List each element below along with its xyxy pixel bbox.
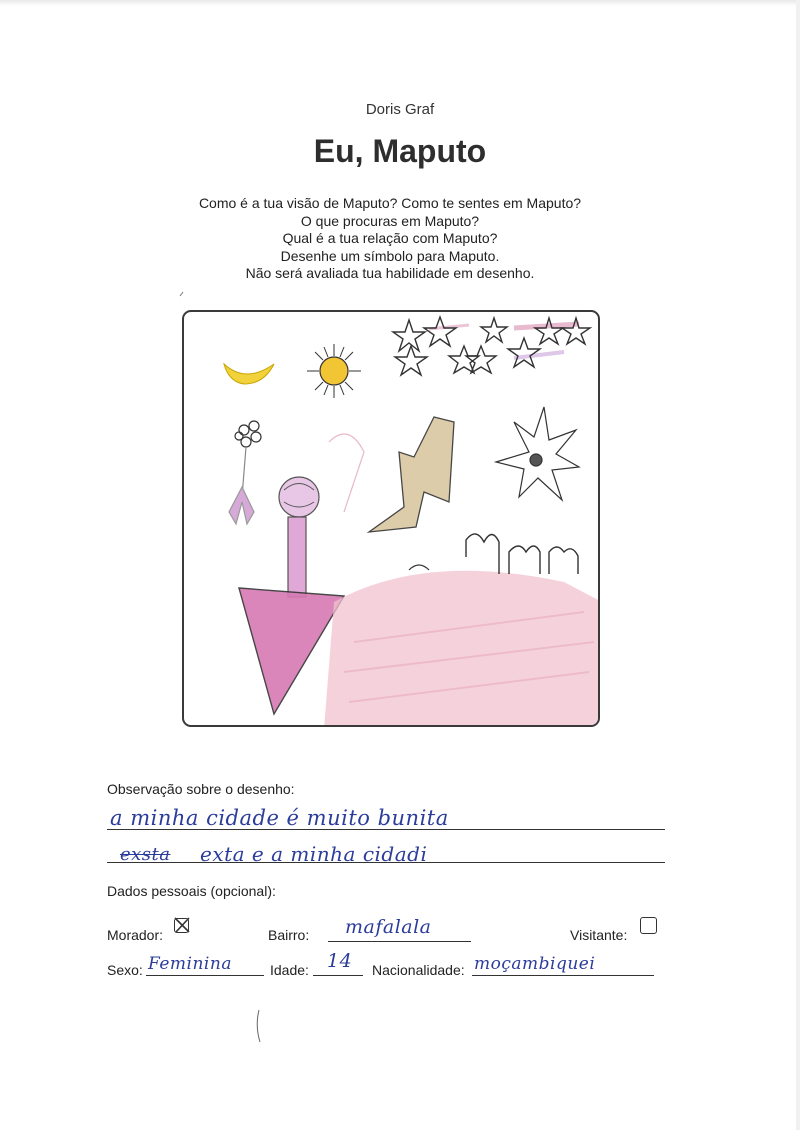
idade-label: Idade:	[270, 962, 309, 978]
star-icon	[535, 318, 563, 344]
child-drawing	[184, 312, 600, 727]
sexo-line	[146, 975, 264, 976]
observation-label: Observação sobre o desenho:	[107, 781, 295, 797]
page-title: Eu, Maputo	[313, 133, 487, 169]
observation-line-2: exta e a minha cidadi	[200, 842, 428, 866]
purple-flower	[279, 477, 319, 597]
star-icon	[466, 346, 496, 373]
bairro-label: Bairro:	[268, 927, 310, 943]
star-icon	[481, 318, 507, 342]
author-name: Doris Graf	[365, 101, 435, 118]
nacionalidade-line	[472, 975, 654, 976]
star-icon	[424, 317, 456, 346]
idade-value: 14	[327, 950, 353, 972]
small-flower	[229, 421, 261, 524]
visitante-label: Visitante:	[570, 927, 628, 943]
question-line: Qual é a tua relação com Maputo?	[282, 230, 498, 246]
zigzag-shape	[369, 417, 454, 532]
question-line: O que procuras em Maputo?	[300, 212, 480, 229]
pink-streak	[514, 352, 564, 358]
stray-pencil-mark	[253, 1008, 263, 1044]
big-flower	[496, 407, 579, 500]
star-icon	[393, 320, 425, 351]
struck-word: exsta	[120, 844, 171, 865]
sexo-value: Feminina	[148, 954, 232, 974]
visitante-checkbox[interactable]	[640, 917, 657, 934]
question-prompts	[0, 195, 780, 283]
idade-line	[313, 975, 363, 976]
bairro-line	[328, 941, 471, 942]
check-x-icon	[174, 917, 190, 933]
nacionalidade-value: moçambiquei	[474, 954, 596, 974]
answer-line-1	[107, 829, 665, 830]
sexo-label: Sexo:	[107, 962, 143, 978]
arches	[466, 534, 578, 574]
nacionalidade-label: Nacionalidade:	[372, 962, 465, 978]
morador-label: Morador:	[107, 927, 164, 943]
question-line: Como é a tua visão de Maputo? Como te sentes em Maputo?	[198, 195, 582, 211]
drawing-frame	[182, 310, 600, 727]
scan-top-edge	[0, 0, 800, 6]
star-icon	[449, 346, 479, 373]
moon-icon	[224, 364, 274, 384]
sun-icon	[307, 344, 361, 398]
question-line: Desenhe um símbolo para Maputo.	[280, 247, 500, 264]
personal-data-label: Dados pessoais (opcional):	[107, 883, 276, 899]
question-line: Não será avaliada tua habilidade em desenho.	[245, 265, 535, 281]
stray-pencil-mark	[178, 290, 186, 298]
star-icon	[508, 338, 540, 367]
pink-hill	[324, 571, 600, 727]
observation-line-1: a minha cidade é muito bunita	[110, 806, 449, 830]
answer-line-2	[107, 862, 665, 863]
bairro-value: mafalala	[345, 916, 432, 938]
